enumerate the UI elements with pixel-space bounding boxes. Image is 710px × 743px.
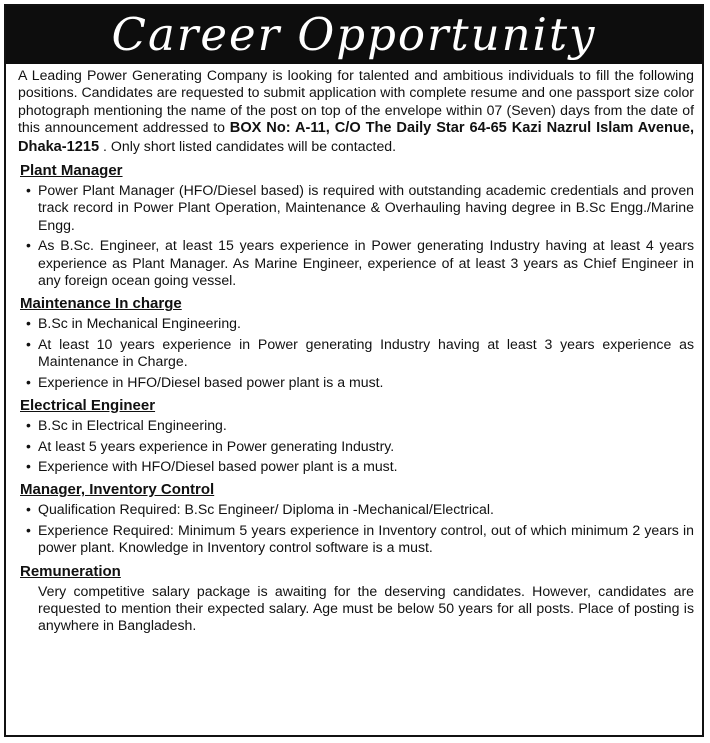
intro-closing: . Only short listed candidates will be contacted.	[99, 137, 397, 154]
section-heading-inventory-control: Manager, Inventory Control	[20, 481, 215, 499]
ad-body	[6, 64, 702, 635]
list-item: • B.Sc in Electrical Engineering.	[38, 417, 694, 434]
application-address: BOX No: A-11, C/O The Daily Star 64-65 Kazi Nazrul Islam Avenue, Dhaka-1215	[18, 120, 694, 155]
list-item: • Power Plant Manager (HFO/Diesel based) is required with outstanding academic credentials and proven track record in Power Plant Operation, Maintenance & Overhauling having degree in B.Sc Engg./Marine Engg.	[38, 182, 694, 234]
section-heading-remuneration: Remuneration	[20, 562, 121, 580]
inventory-control-requirements	[18, 501, 694, 556]
maintenance-requirements	[18, 315, 694, 391]
job-advertisement	[4, 4, 704, 737]
ad-title: Career Opportunity	[6, 6, 702, 64]
list-item: • At least 5 years experience in Power generating Industry.	[38, 438, 694, 455]
electrical-engineer-requirements	[18, 417, 694, 475]
list-item: • Experience in HFO/Diesel based power plant is a must.	[38, 374, 694, 391]
section-heading-maintenance-in-charge: Maintenance In charge	[20, 295, 182, 313]
list-item: • As B.Sc. Engineer, at least 15 years experience in Power generating Industry having at least 4 years experience as Plant Manager. As Marine Engineer, experience of at least 3 years as Chief Engineer in any foreign ocean going vessel.	[38, 237, 694, 289]
list-item: • Qualification Required: B.Sc Engineer/ Diploma in -Mechanical/Electrical.	[38, 501, 694, 518]
section-heading-electrical-engineer: Electrical Engineer	[20, 397, 156, 415]
list-item: • Experience with HFO/Diesel based power plant is a must.	[38, 458, 694, 475]
section-heading-plant-manager: Plant Manager	[20, 162, 123, 180]
intro-paragraph	[18, 67, 694, 156]
plant-manager-requirements	[18, 182, 694, 289]
intro-text: A Leading Power Generating Company is looking for talented and ambitious individuals to fill the following positions. Candidates are requested to submit application with complete resume and one passport size color photograph mentioning the name of the post on top of the envelope within 07 (Seven) days from the date of this announcement addressed to	[18, 67, 694, 136]
remuneration-text: Very competitive salary package is awaiting for the deserving candidates. However, candidates are requested to mention their expected salary. Age must be below 50 years for all posts. Place of posting is anywhere in Bangladesh.	[38, 582, 694, 634]
list-item: • At least 10 years experience in Power generating Industry having at least 3 years experience as Maintenance in Charge.	[38, 336, 694, 371]
list-item: • Experience Required: Minimum 5 years experience in Inventory control, out of which minimum 2 years in power plant. Knowledge in Inventory control software is a must.	[38, 522, 694, 557]
list-item: • B.Sc in Mechanical Engineering.	[38, 315, 694, 332]
